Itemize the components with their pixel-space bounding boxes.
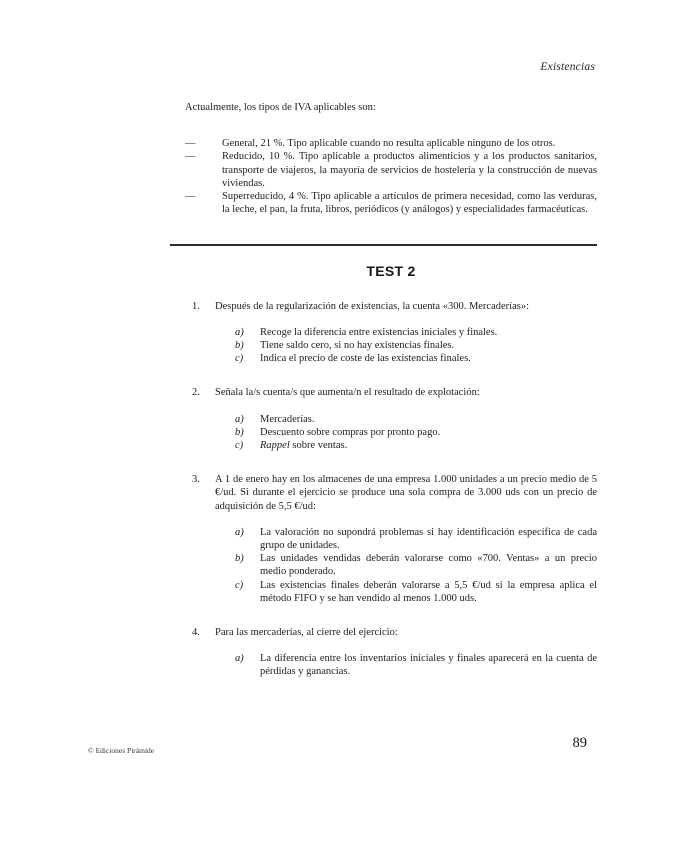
question-number: 2. <box>192 387 200 399</box>
list-item <box>185 190 597 216</box>
option-b <box>235 426 597 439</box>
list-item <box>185 137 597 150</box>
option-letter: c) <box>235 579 244 591</box>
dash-marker: — <box>185 151 196 163</box>
question-number: 4. <box>192 627 200 639</box>
option-text <box>260 439 597 452</box>
option-text: Las unidades vendidas deberán valorarse como «700. Ventas» a un precio medio ponderado. <box>260 553 597 578</box>
section-divider <box>170 244 597 246</box>
test-title: TEST 2 <box>366 263 416 280</box>
option-text-rest: sobre ventas. <box>289 440 348 452</box>
question-4 <box>185 626 597 679</box>
question-text: Después de la regularización de existencias, la cuenta «300. Mercaderías»: <box>215 300 529 312</box>
option-text: Tiene saldo cero, si no hay existencias finales. <box>260 340 455 352</box>
option-letter: b) <box>235 426 244 438</box>
options-list <box>235 526 597 605</box>
list-item-text: Reducido, 10 %. Tipo aplicable a productos alimenticios y a los productos sanitarios, transporte de viajeros, la mayoría de servicios de hostelería y la construcción de nuevas viviendas. <box>222 151 597 189</box>
question-row <box>185 473 597 513</box>
option-letter: a) <box>235 413 244 425</box>
option-a <box>235 526 597 552</box>
option-letter: b) <box>235 340 244 352</box>
question-3 <box>185 473 597 605</box>
option-b <box>235 339 597 352</box>
option-a <box>235 326 597 339</box>
question-number: 3. <box>192 474 200 486</box>
question-row <box>185 386 597 399</box>
dash-marker: — <box>185 191 196 203</box>
option-a <box>235 652 597 678</box>
question-row <box>185 300 597 313</box>
options-list <box>235 326 597 366</box>
option-letter: a) <box>235 326 244 338</box>
question-text: A 1 de enero hay en los almacenes de una empresa 1.000 unidades a un precio medio de 5 €/ud. Si durante el ejercicio se produce una sola compra de 3.000 uds con un precio de adquisición de 5,5 €/ud: <box>215 474 597 512</box>
option-text: La diferencia entre los inventarios iniciales y finales aparecerá en la cuenta de pérdidas y ganancias. <box>260 653 597 678</box>
option-a <box>235 413 597 426</box>
page-content <box>185 101 597 679</box>
question-number: 1. <box>192 300 200 312</box>
question-text: Señala la/s cuenta/s que aumenta/n el resultado de explotación: <box>215 387 480 399</box>
question-1 <box>185 300 597 366</box>
option-letter: a) <box>235 526 244 538</box>
option-letter: c) <box>235 440 244 452</box>
iva-types-list <box>185 137 597 216</box>
running-head: Existencias <box>540 61 595 73</box>
footer-copyright: © Ediciones Pirámide <box>88 746 155 755</box>
page-number: 89 <box>572 735 587 751</box>
intro-lead: Actualmente, los tipos de IVA aplicables son: <box>185 102 376 113</box>
option-c <box>235 352 597 365</box>
options-list <box>235 652 597 678</box>
option-text: La valoración no supondrá problemas si hay identificación específica de cada grupo de unidades. <box>260 526 597 552</box>
option-text: Descuento sobre compras por pronto pago. <box>260 426 441 438</box>
option-b <box>235 552 597 578</box>
option-text: Mercaderías. <box>260 413 315 425</box>
option-letter: c) <box>235 353 244 365</box>
option-c <box>235 439 597 452</box>
list-item <box>185 150 597 190</box>
italic-term: Rappel <box>260 440 290 452</box>
question-2 <box>185 386 597 452</box>
list-item-text: Superreducido, 4 %. Tipo aplicable a artículos de primera necesidad, como las verduras, la leche, el pan, la fruta, libros, periódicos (y análogos) y especialidades farmacéuticas. <box>222 191 597 216</box>
option-text: Indica el precio de coste de las existencias finales. <box>260 353 471 365</box>
list-item-text: General, 21 %. Tipo aplicable cuando no resulta aplicable ninguno de los otros. <box>222 138 556 150</box>
option-c <box>235 579 597 605</box>
option-letter: b) <box>235 553 244 565</box>
question-row <box>185 626 597 639</box>
option-letter: a) <box>235 653 244 665</box>
option-text: Recoge la diferencia entre existencias iniciales y finales. <box>260 326 498 338</box>
dash-marker: — <box>185 138 196 150</box>
question-text: Para las mercaderías, al cierre del ejercicio: <box>215 627 398 639</box>
option-text: Las existencias finales deberán valorarse a 5,5 €/ud si la empresa aplica el método FIFO y se han vendido al menos 1.000 uds. <box>260 579 597 604</box>
options-list <box>235 413 597 453</box>
